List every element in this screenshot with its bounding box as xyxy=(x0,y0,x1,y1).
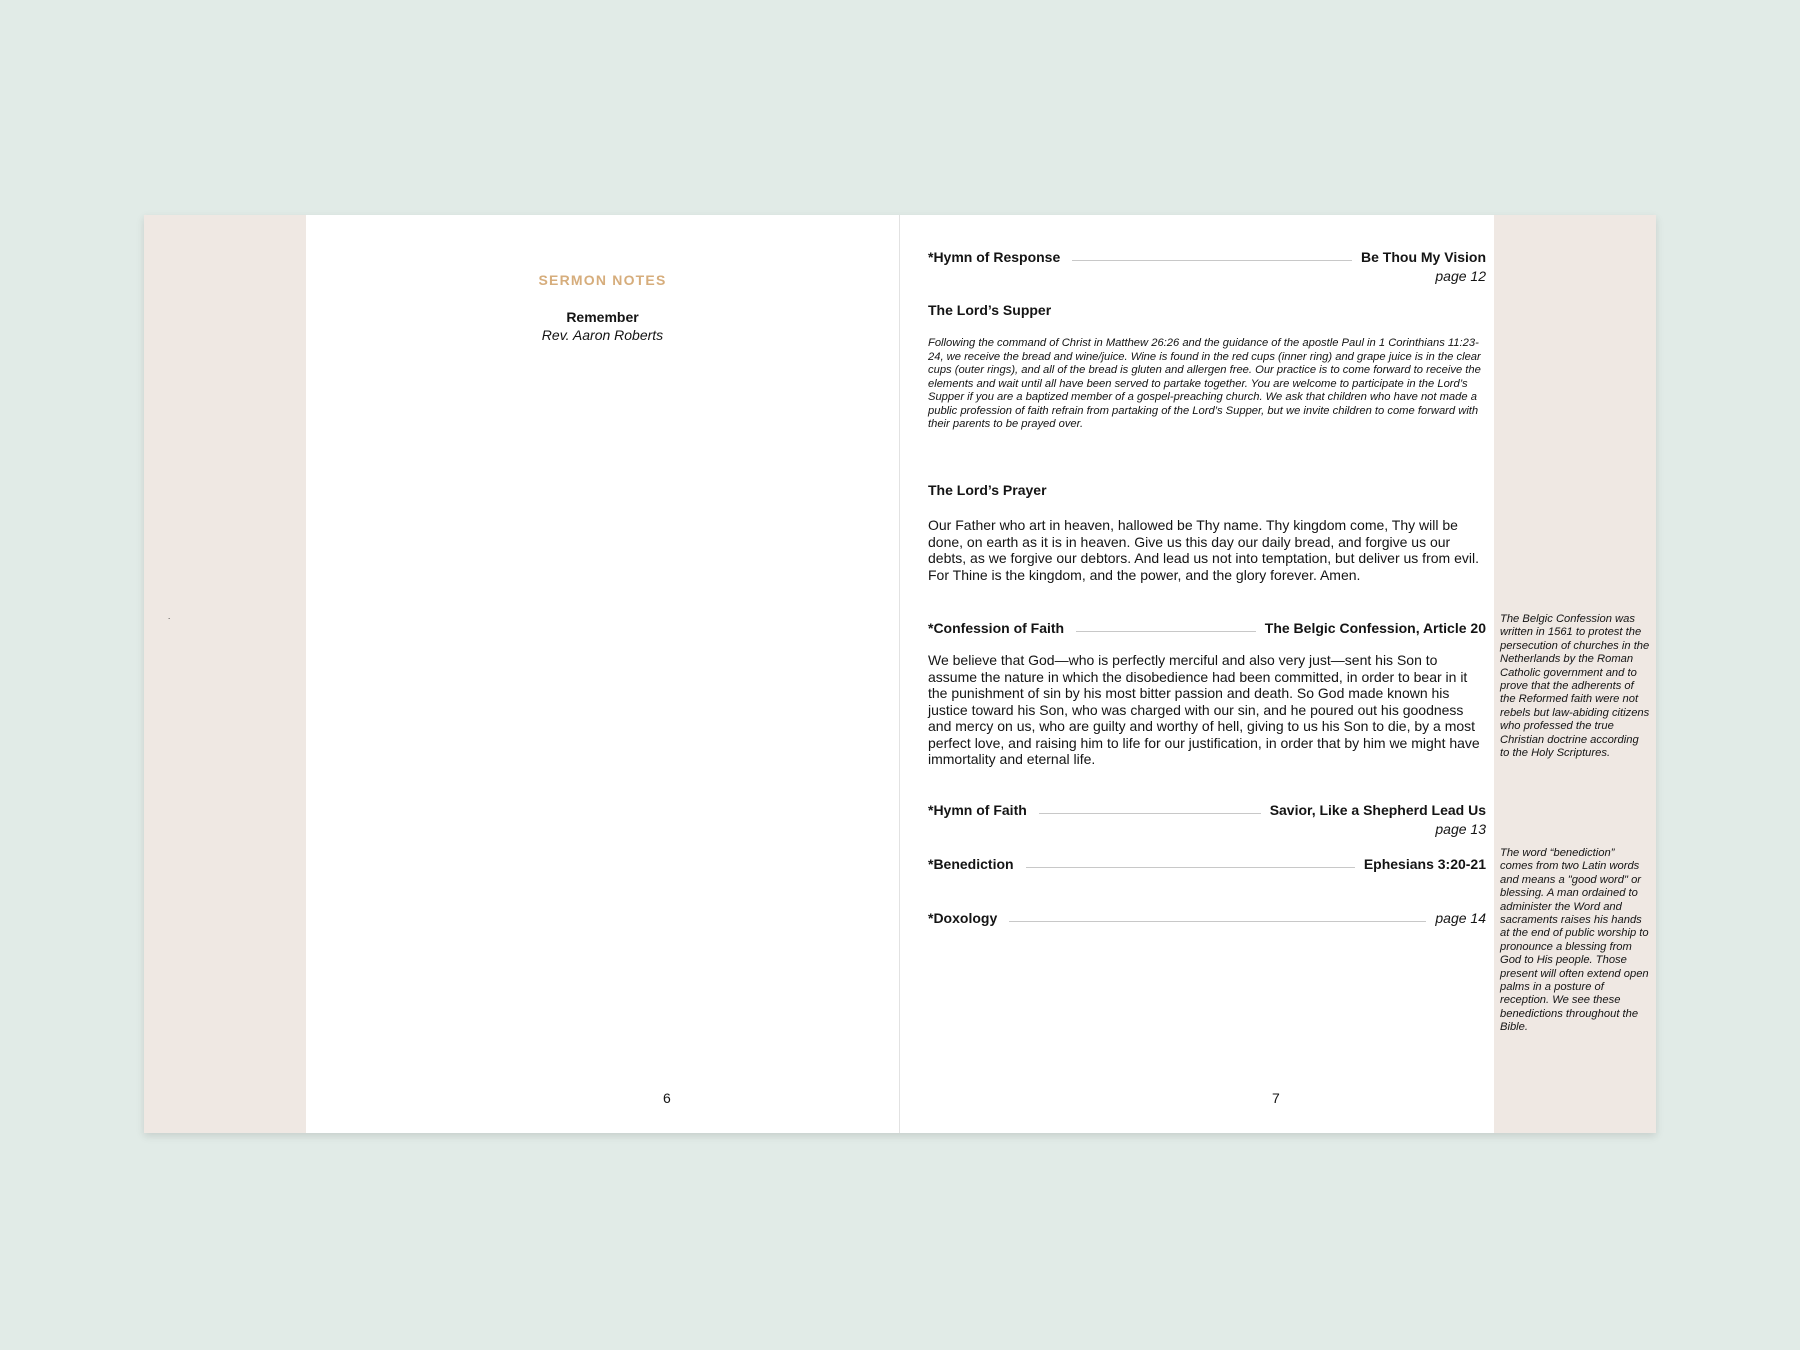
lords-supper-text: Following the command of Christ in Matthew 26:26 and the guidance of the apostle Paul in 1 Corinthians 11:23-24, we receive the bread and wine/juice. Wine is found in the red cups (inner ring) and grape juice is in the clear cups (outer rings), and all of the bread is gluten and allergen free. Our practice is to come forward to receive the elements and wait until all have been served to partake together. You are welcome to participate in the Lord’s Supper if you are a baptized member of a gospel-preaching church. We ask that children who have not made a public profession of faith refrain from partaking of the Lord’s Supper, but we invite children to come forward with their parents to be prayed over. xyxy=(928,337,1481,430)
benediction-note: The word “benediction” comes from two Latin words and means a "good word" or blessing. A man ordained to administer the Word and sacraments raises his hands at the end of public worship to pronounce a blessing from God to His people. Those present will often extend open palms in a posture of reception. We see these benedictions throughout the Bible. xyxy=(1500,847,1649,1034)
right-margin xyxy=(1494,215,1656,1133)
leader-line xyxy=(1039,813,1261,814)
right-page xyxy=(900,215,1494,1133)
confession-row xyxy=(928,618,1486,638)
margin-mark: . xyxy=(168,612,171,621)
left-margin xyxy=(144,215,306,1133)
lords-prayer-text: Our Father who art in heaven, hallowed be Thy name. Thy kingdom come, Thy will be done, on earth as it is in heaven. Give us this day our daily bread, and forgive us our debts, as we forgive our debtors. And lead us not into temptation, but deliver us from evil. For Thine is the kingdom, and the power, and the glory forever. Amen. xyxy=(928,517,1479,583)
leader-line xyxy=(1009,921,1426,922)
confession-source: The Belgic Confession, Article 20 xyxy=(1264,620,1486,636)
benediction-reference: Ephesians 3:20-21 xyxy=(1363,856,1486,872)
benediction-row xyxy=(928,854,1486,874)
hymn-of-faith-row xyxy=(928,800,1486,820)
page-number: 6 xyxy=(663,1090,671,1106)
benediction-label: *Benediction xyxy=(928,856,1014,872)
lords-supper-heading: The Lord’s Supper xyxy=(928,302,1052,318)
left-page xyxy=(306,215,899,1133)
leader-line xyxy=(1026,867,1355,868)
doxology-label: *Doxology xyxy=(928,910,998,926)
hymn-of-faith-page: page 13 xyxy=(1435,821,1486,837)
confession-label: *Confession of Faith xyxy=(928,620,1065,636)
doxology-page: page 14 xyxy=(1435,910,1486,926)
doxology-row xyxy=(928,908,1486,928)
page-number: 7 xyxy=(1272,1090,1280,1106)
hymn-of-response-row xyxy=(928,247,1486,267)
leader-line xyxy=(1072,260,1352,261)
leader-line xyxy=(1076,631,1256,632)
hymn-of-response-label: *Hymn of Response xyxy=(928,249,1061,265)
confession-text: We believe that God—who is perfectly merciful and also very just—sent his Son to assume the nature in which the disobedience had been committed, in order to bear in it the punishment of sin by his most bitter passion and death. So God made known his justice toward his Son, who was charged with our sin, and he poured out his goodness and mercy on us, who are guilty and worthy of hell, giving to us his Son to die, by a most perfect love, and raising him to life for our justification, in order that by him we might have immortality and eternal life. xyxy=(928,652,1480,767)
bulletin-spread xyxy=(144,215,1656,1133)
lords-prayer-heading: The Lord’s Prayer xyxy=(928,482,1047,498)
hymn-of-response-page: page 12 xyxy=(1435,268,1486,284)
hymn-of-response-title: Be Thou My Vision xyxy=(1361,249,1486,265)
sermon-preacher: Rev. Aaron Roberts xyxy=(541,327,664,343)
section-label: SERMON NOTES xyxy=(538,272,667,288)
hymn-of-faith-label: *Hymn of Faith xyxy=(928,802,1027,818)
sermon-title: Remember xyxy=(566,309,639,325)
hymn-of-faith-title: Savior, Like a Shepherd Lead Us xyxy=(1269,802,1486,818)
belgic-confession-note: The Belgic Confession was written in 1561 to protest the persecution of churches in the Netherlands by the Roman Catholic government and to prove that the adherents of the Reformed faith were not rebels but law-abiding citizens who professed the true Christian doctrine according to the Holy Scriptures. xyxy=(1500,613,1650,760)
